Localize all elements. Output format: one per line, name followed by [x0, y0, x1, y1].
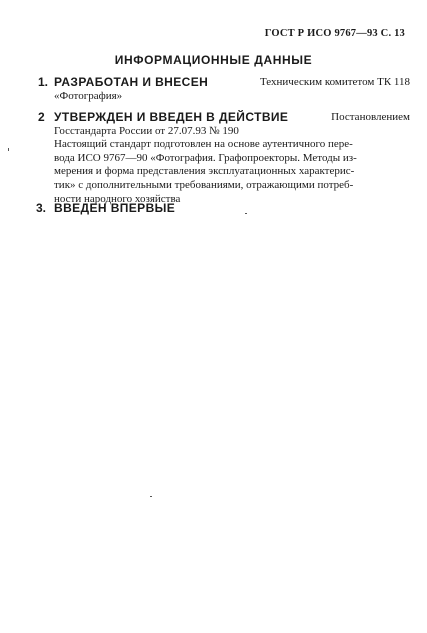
page-title: ИНФОРМАЦИОННЫЕ ДАННЫЕ	[114, 53, 313, 67]
scan-speck	[8, 148, 9, 151]
item-number: 3.	[36, 201, 47, 215]
item-text: «Фотография»	[54, 89, 123, 102]
info-item-3	[36, 201, 410, 217]
info-item-2	[38, 110, 410, 206]
item-text: Постановлением	[331, 111, 410, 123]
item-text: вода ИСО 9767—90 «Фотография. Графопроекторы. Методы из-	[54, 151, 357, 164]
item-line	[54, 111, 410, 125]
page-header-standard-ref: ГОСТ Р ИСО 9767—93 С. 13	[264, 28, 405, 39]
item-heading: УТВЕРЖДЕН И ВВЕДЕН В ДЕЙСТВИЕ	[54, 110, 289, 124]
item-heading: ВВЕДЕН ВПЕРВЫЕ	[54, 201, 176, 215]
item-number: 1.	[38, 75, 49, 89]
item-text: Техническим комитетом ТК 118	[260, 76, 410, 88]
item-number: 2	[38, 110, 45, 124]
item-text: Госстандарта России от 27.07.93 № 190	[54, 124, 239, 137]
item-text: Настоящий стандарт подготовлен на основе аутентичного пере-	[54, 138, 353, 151]
scan-speck	[150, 496, 152, 497]
item-text: тик» с дополнительными требованиями, отражающими потреб-	[54, 178, 354, 191]
item-text: ности народного хозяйства	[54, 192, 181, 205]
item-text: мерения и форма представления эксплуатационных характерис-	[54, 165, 355, 178]
info-item-1	[38, 75, 410, 103]
item-heading: РАЗРАБОТАН И ВНЕСЕН	[54, 75, 209, 89]
item-line	[54, 76, 410, 90]
scan-speck	[245, 213, 247, 214]
